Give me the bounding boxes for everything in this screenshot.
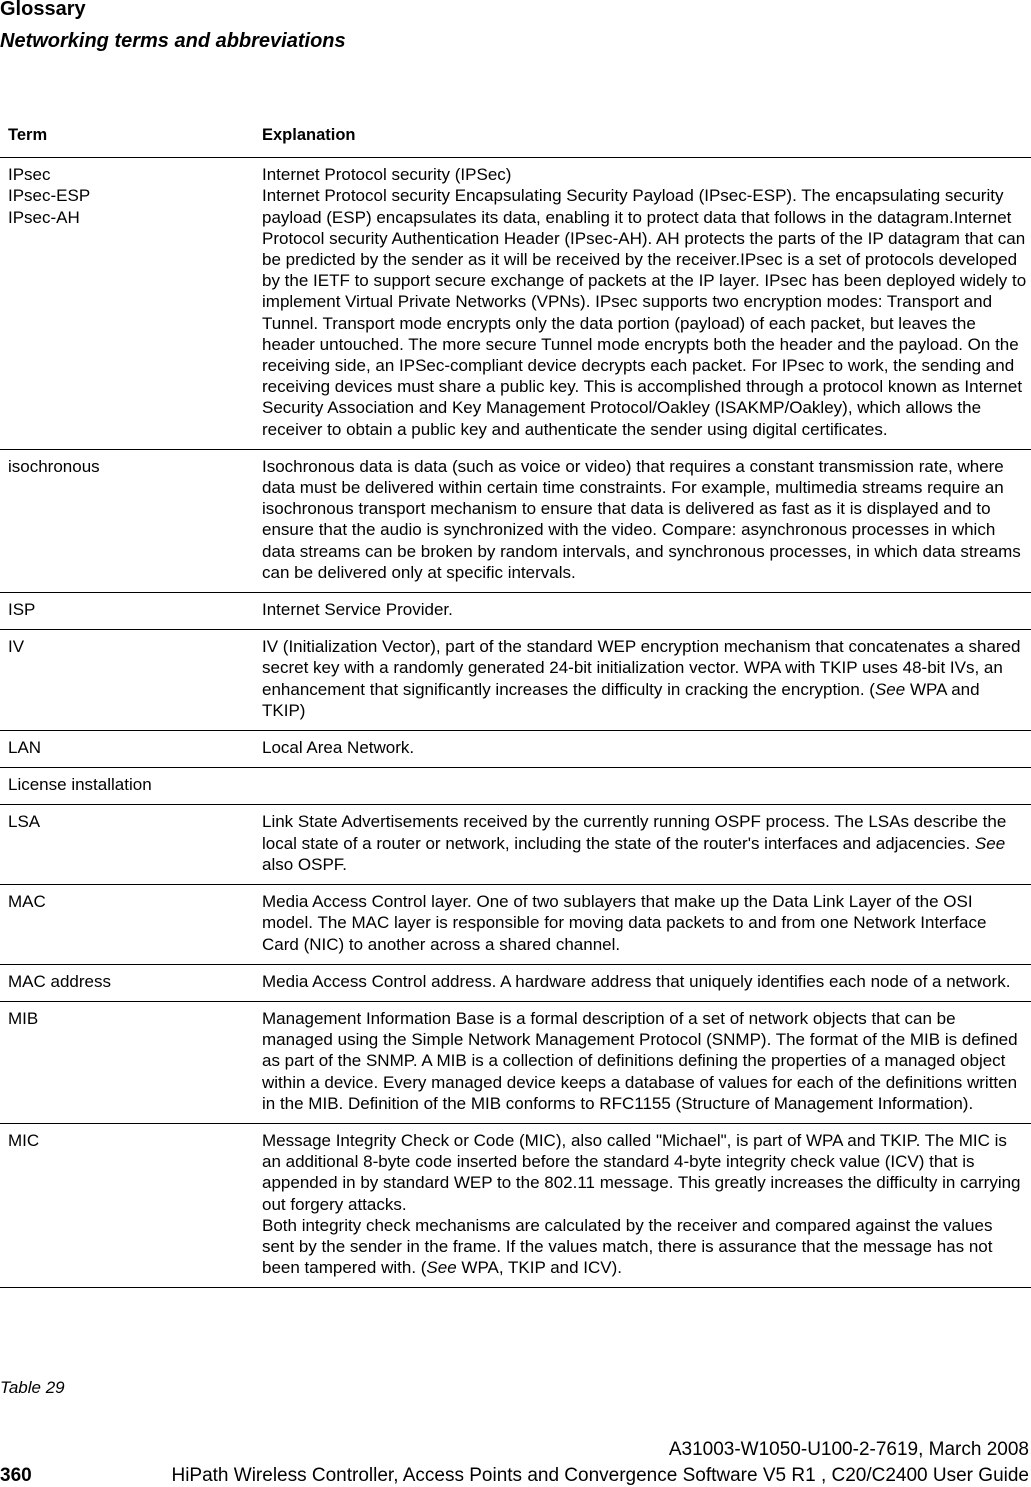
table-row	[0, 964, 1031, 1001]
explanation-cell	[262, 768, 1031, 805]
table-row	[0, 593, 1031, 630]
term-cell	[0, 158, 262, 450]
table-caption: Table 29	[0, 1378, 65, 1397]
term-text: MAC address	[8, 971, 111, 991]
term-text: IPsec	[8, 165, 51, 185]
explanation-cell	[262, 805, 1031, 885]
table-row	[0, 1123, 1031, 1287]
term-cell	[0, 630, 262, 731]
table-row	[0, 630, 1031, 731]
explanation-cell	[262, 630, 1031, 731]
table-row	[0, 1001, 1031, 1123]
explanation-cell	[262, 449, 1031, 592]
explanation-cell	[262, 1123, 1031, 1287]
term-text: ISP	[8, 600, 36, 620]
term-cell	[0, 731, 262, 768]
term-text: isochronous	[8, 456, 100, 476]
explanation-cell	[262, 1001, 1031, 1123]
term-cell	[0, 885, 262, 965]
explanation-text: Internet Protocol security (IPSec)	[262, 165, 512, 185]
page-subtitle: Networking terms and abbreviations	[0, 30, 346, 52]
guide-title: HiPath Wireless Controller, Access Points and Convergence Software V5 R1 , C20/C2400 User Guide	[171, 1465, 1029, 1486]
glossary-table	[0, 117, 1031, 1288]
explanation-cell	[262, 593, 1031, 630]
explanation-text: Local Area Network.	[262, 738, 415, 758]
glossary-body	[0, 158, 1031, 1288]
explanation-text: Link State Advertisements received by the currently running OSPF process. The LSAs describe the local state of a router or network, including the state of the router's interfaces and adjacencies. See also OSPF.	[262, 812, 1007, 874]
explanation-text: Internet Service Provider.	[262, 600, 453, 620]
term-text: LAN	[8, 738, 42, 758]
term-text: IPsec-AH	[8, 207, 80, 227]
page-number: 360	[0, 1465, 32, 1486]
term-text: License installation	[8, 775, 152, 795]
term-text: IV	[8, 637, 25, 657]
term-cell	[0, 964, 262, 1001]
table-row	[0, 731, 1031, 768]
term-text: MIC	[8, 1130, 40, 1150]
table-row	[0, 768, 1031, 805]
term-text: IPsec-ESP	[8, 186, 91, 206]
term-text: MIB	[8, 1008, 39, 1028]
explanation-text: Message Integrity Check or Code (MIC), also called "Michael", is part of WPA and TKIP. The MIC is an additional 8-byte code inserted before the standard 4-byte integrity check value (ICV) that is appended in by standard WEP to the 802.11 message. This greatly increases the difficulty in carrying out forgery attacks.	[262, 1130, 1021, 1214]
explanation-text: IV (Initialization Vector), part of the standard WEP encryption mechanism that concatenates a shared secret key with a randomly generated 24-bit initialization vector. WPA with TKIP uses 48-bit IVs, an enhancement that significantly increases the difficulty in cracking the encryption. (See WPA and TKIP)	[262, 637, 1021, 720]
term-cell	[0, 805, 262, 885]
page-title: Glossary	[0, 0, 86, 20]
table-header-row	[0, 117, 1031, 158]
explanation-cell	[262, 158, 1031, 450]
explanation-text: Internet Protocol security Encapsulating Security Payload (IPsec-ESP). The encapsulating security payload (ESP) encapsulates its data, enabling it to protect data that follows in the datagram.Internet Protocol security Authentication Header (IPsec-AH). AH protects the parts of the IP datagram that can be predicted by the sender as it will be received by the receiver.IPsec is a set of protocols developed by the IETF to support secure exchange of packets at the IP layer. IPsec has been deployed widely to implement Virtual Private Networks (VPNs). IPsec supports two encryption modes: Transport and Tunnel. Transport mode encrypts only the data portion (payload) of each packet, but leaves the header untouched. The more secure Tunnel mode encrypts both the header and the payload. On the receiving side, an IPSec-compliant device decrypts each packet. For IPsec to work, the sending and receiving devices must share a public key. This is accomplished through a protocol known as Internet Security Association and Key Management Protocol/Oakley (ISAKMP/Oakley), which allows the receiver to obtain a public key and authenticate the sender using digital certificates.	[262, 186, 1027, 439]
document-id: A31003-W1050-U100-2-7619, March 2008	[668, 1439, 1029, 1460]
explanation-cell	[262, 885, 1031, 965]
explanation-cell	[262, 964, 1031, 1001]
column-header-term: Term	[0, 117, 262, 158]
table-row	[0, 158, 1031, 450]
explanation-text: Management Information Base is a formal description of a set of network objects that can be managed using the Simple Network Management Protocol (SNMP). The format of the MIB is defined as part of the SNMP. A MIB is a collection of definitions defining the properties of a managed object within a device. Every managed device keeps a database of values for each of the definitions written in the MIB. Definition of the MIB conforms to RFC1155 (Structure of Management Information).	[262, 1008, 1018, 1113]
term-cell	[0, 1123, 262, 1287]
term-cell	[0, 593, 262, 630]
table-row	[0, 805, 1031, 885]
table-row	[0, 449, 1031, 592]
explanation-text: Both integrity check mechanisms are calculated by the receiver and compared against the values sent by the sender in the frame. If the values match, there is assurance that the message has not been tampered with. (See WPA, TKIP and ICV).	[262, 1215, 993, 1278]
term-cell	[0, 1001, 262, 1123]
term-cell	[0, 449, 262, 592]
term-cell	[0, 768, 262, 805]
column-header-explanation: Explanation	[262, 117, 1031, 158]
explanation-text: Media Access Control layer. One of two sublayers that make up the Data Link Layer of the OSI model. The MAC layer is responsible for moving data packets to and from one Network Interface Card (NIC) to another across a shared channel.	[262, 892, 987, 954]
table-row	[0, 885, 1031, 965]
explanation-text: Media Access Control address. A hardware address that uniquely identifies each node of a network.	[262, 971, 1011, 991]
term-text: MAC	[8, 892, 46, 912]
explanation-text: Isochronous data is data (such as voice or video) that requires a constant transmission rate, where data must be delivered within certain time constraints. For example, multimedia streams require an isochronous transport mechanism to ensure that data is delivered as fast as it is displayed and to ensure that the audio is synchronized with the video. Compare: asynchronous processes in which data streams can be broken by random intervals, and synchronous processes, in which data streams can be delivered only at specific intervals.	[262, 456, 1021, 582]
term-text: LSA	[8, 812, 41, 832]
explanation-cell	[262, 731, 1031, 768]
